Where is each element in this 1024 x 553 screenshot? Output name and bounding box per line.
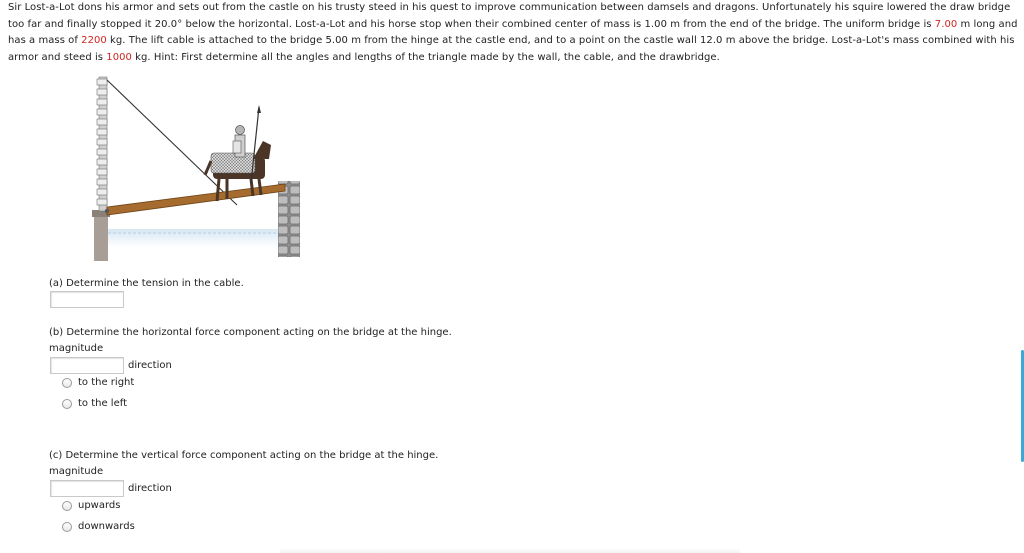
part-c-question: (c) Determine the vertical force component acting on the bridge at the hinge. (49, 450, 439, 461)
radio-button[interactable] (62, 378, 72, 388)
problem-text-2: m long and has a mass of (8, 18, 1018, 46)
tension-answer-input[interactable] (50, 291, 124, 308)
bridge-length-value: 7.00 (934, 18, 958, 30)
radio-label: to the left (78, 398, 128, 409)
part-a-question: (a) Determine the tension in the cable. (49, 278, 244, 289)
part-b-magnitude-label: magnitude (49, 343, 104, 354)
radio-label: to the right (78, 377, 135, 388)
radio-button[interactable] (62, 501, 72, 511)
radio-upwards[interactable] (62, 500, 121, 511)
problem-text-1: Sir Lost-a-Lot dons his armor and sets out from the castle on his trusty steed in his quest to improve communication between damsels and dragons. Unfortunately his squire lowered the draw bridge too far and finally stopped it 20.0° below the horizontal. Lost-a-Lot and his horse stop when their combined center of mass is 1.00 m from the end of the bridge. The uniform bridge is (8, 2, 1011, 30)
knight-mass-value: 1000 (106, 51, 132, 63)
problem-text-3: kg. The lift cable is attached to the bridge 5.00 m from the hinge at the castle end, and to a point on the castle wall 12.0 m above the bridge. Lost-a-Lot's mass combined with his armor and steed is (8, 35, 1015, 63)
problem-statement (8, 0, 1018, 66)
radio-to-the-right[interactable] (62, 377, 134, 388)
drawbridge-plank (107, 184, 285, 215)
part-c-direction-label: direction (128, 483, 172, 494)
horizontal-force-magnitude-input[interactable] (50, 357, 124, 374)
radio-to-the-left[interactable] (62, 398, 127, 409)
radio-downwards[interactable] (62, 521, 135, 532)
problem-text-4: kg. Hint: First determine all the angles and lengths of the triangle made by the wall, the cable, and the drawbridge. (131, 51, 720, 63)
drawbridge-figure (85, 75, 305, 265)
part-c-magnitude-label: magnitude (49, 466, 104, 477)
vertical-force-magnitude-input[interactable] (50, 480, 124, 497)
radio-label: downwards (78, 521, 135, 532)
bottom-divider (280, 548, 740, 553)
castle-wall (92, 77, 110, 261)
radio-button[interactable] (62, 399, 72, 409)
radio-button[interactable] (62, 522, 72, 532)
knight-on-horse (205, 105, 271, 201)
moat-water (108, 229, 280, 247)
radio-label: upwards (78, 500, 121, 511)
part-b-direction-label: direction (128, 360, 172, 371)
bridge-mass-value: 2200 (81, 35, 107, 46)
part-b-question: (b) Determine the horizontal force component acting on the bridge at the hinge. (49, 327, 452, 338)
far-stone-wall (278, 181, 300, 257)
